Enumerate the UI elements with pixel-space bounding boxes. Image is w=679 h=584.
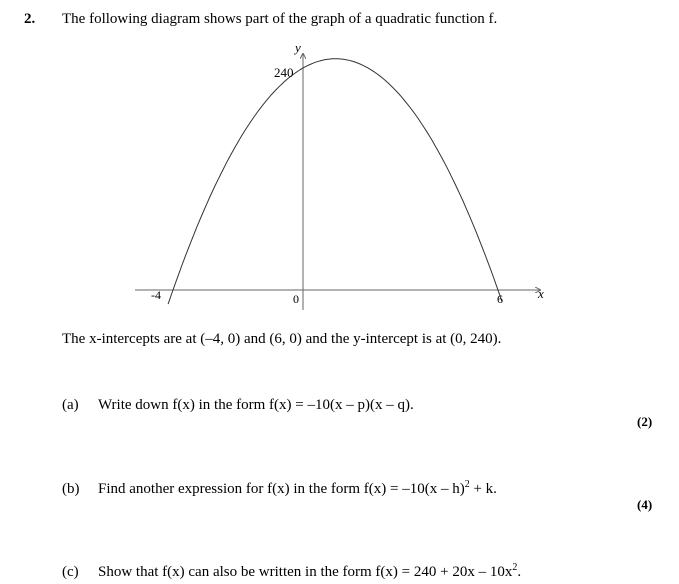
parabola-curve — [168, 59, 502, 304]
part-c-text-tail: . — [517, 564, 522, 580]
part-b-marks: (4) — [637, 497, 653, 512]
y-axis-label: y — [295, 40, 301, 55]
part-b-text-tail: + k. — [469, 481, 497, 497]
part-c-text-main: Show that f(x) can also be written in the form f(x) = 240 + 20x – 10x — [98, 564, 513, 580]
origin-label: 0 — [293, 292, 299, 306]
question-intro: The following diagram shows part of the graph of a quadratic function f. — [62, 11, 498, 27]
question-number: 2. — [24, 11, 36, 27]
right-intercept-label: 6 — [497, 292, 503, 306]
part-c-exponent: 2 — [512, 562, 518, 573]
part-b-text — [98, 481, 497, 498]
part-b-exponent: 2 — [464, 479, 470, 490]
part-a-label: (a) — [62, 397, 79, 413]
part-b-label: (b) — [62, 481, 80, 497]
y-intercept-label: 240 — [274, 65, 294, 80]
x-axis-label: x — [538, 286, 544, 301]
part-b-text-main: Find another expression for f(x) in the form f(x) = –10(x – h) — [98, 481, 465, 497]
part-a-marks: (2) — [637, 414, 653, 429]
part-a-text: Write down f(x) in the form f(x) = –10(x – p)(x – q). — [98, 397, 414, 413]
part-c-label: (c) — [62, 564, 79, 580]
intercepts-statement: The x-intercepts are at (–4, 0) and (6, 0) and the y-intercept is at (0, 240). — [62, 331, 502, 347]
left-intercept-label: -4 — [151, 288, 161, 302]
part-c-text — [98, 564, 521, 581]
